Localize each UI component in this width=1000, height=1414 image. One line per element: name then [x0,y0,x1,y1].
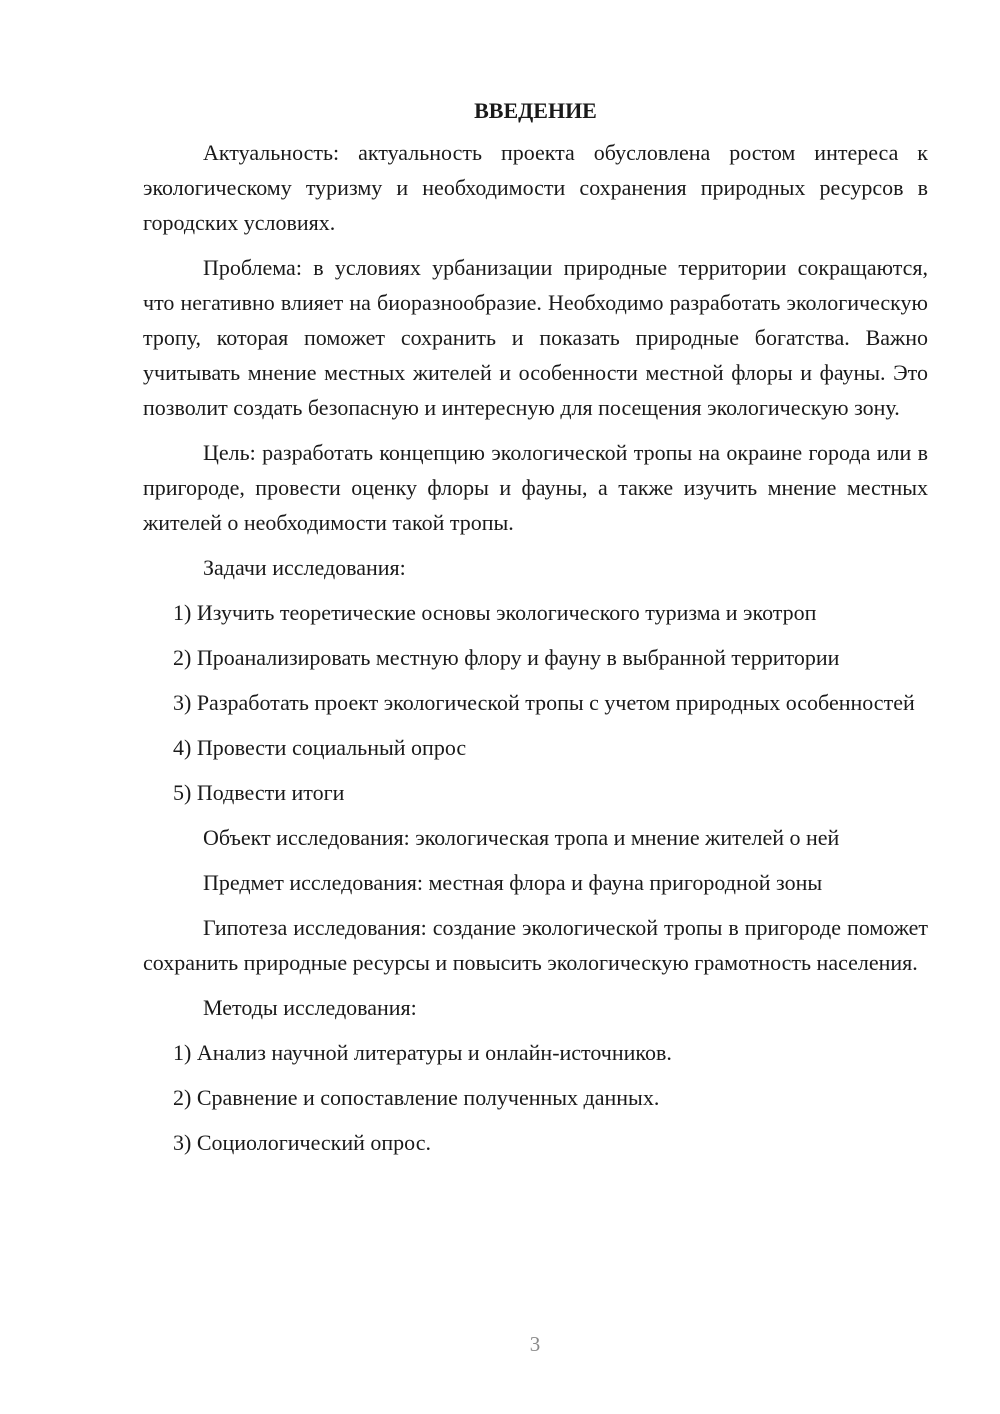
section-title: ВВЕДЕНИЕ [474,98,597,123]
task-item: 1) Изучить теоретические основы экологического туризма и экотроп [173,600,817,625]
task-item: 5) Подвести итоги [173,780,345,805]
object-line: Объект исследования: экологическая тропа и мнение жителей о ней [203,825,840,850]
task-item: 2) Проанализировать местную флору и фауну в выбранной территории [173,645,840,670]
hypothesis-paragraph: Гипотеза исследования: создание экологической тропы в пригороде поможет сохранить природные ресурсы и повысить экологическую грамотность населения. [143,915,928,975]
task-item: 3) Разработать проект экологической тропы с учетом природных особенностей [173,690,915,715]
document-page [143,96,928,1170]
tasks-heading: Задачи исследования: [203,555,406,580]
goal-paragraph: Цель: разработать концепцию экологической тропы на окраине города или в пригороде, провести оценку флоры и фауны, а также изучить мнение местных жителей о необходимости такой тропы. [143,440,928,535]
methods-heading: Методы исследования: [203,995,417,1020]
relevance-paragraph: Актуальность: актуальность проекта обусловлена ростом интереса к экологическому туризму и необходимости сохранения природных ресурсов в городских условиях. [143,140,928,235]
subject-line: Предмет исследования: местная флора и фауна пригородной зоны [203,870,823,895]
page-number: 3 [529,1332,541,1356]
task-item: 4) Провести социальный опрос [173,735,467,760]
method-item: 1) Анализ научной литературы и онлайн-источников. [173,1040,672,1065]
problem-paragraph: Проблема: в условиях урбанизации природные территории сокращаются, что негативно влияет на биоразнообразие. Необходимо разработать экологическую тропу, которая поможет сохранить и показать природные богатства. Важно учитывать мнение местных жителей и особенности местной флоры и фауны. Это позволит создать безопасную и интересную для посещения экологическую зону. [143,255,928,420]
method-item: 3) Социологический опрос. [173,1130,431,1155]
method-item: 2) Сравнение и сопоставление полученных данных. [173,1085,660,1110]
